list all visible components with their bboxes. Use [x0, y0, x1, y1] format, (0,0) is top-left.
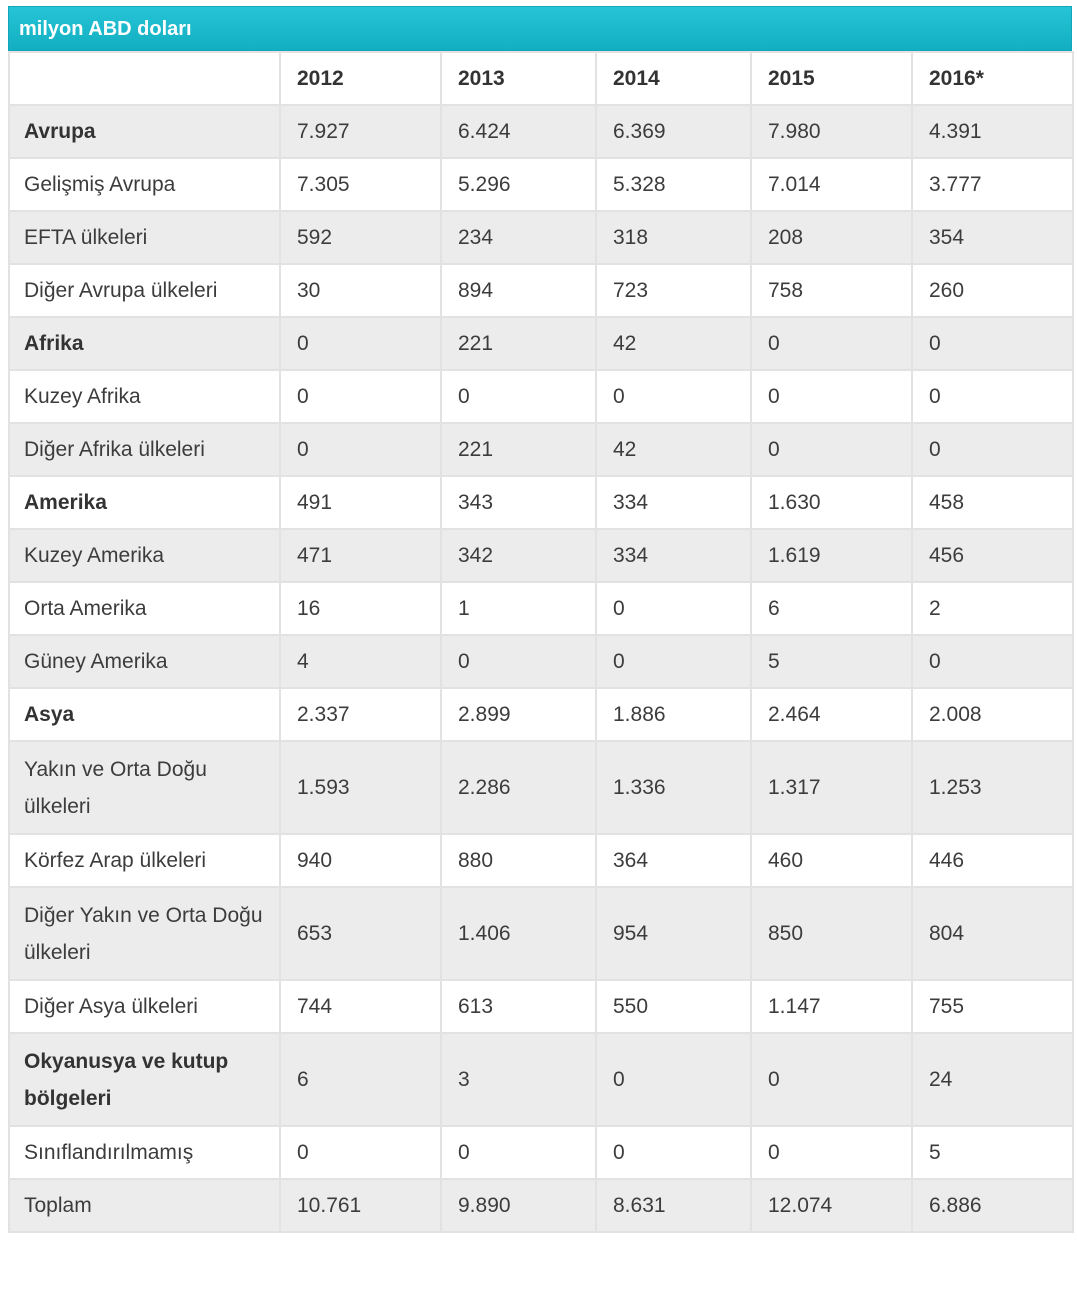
table-cell: 1.406 — [441, 887, 596, 980]
table-cell: 5.296 — [441, 158, 596, 211]
table-cell: 6 — [280, 1033, 441, 1126]
table-cell: 0 — [751, 370, 912, 423]
row-label: Asya — [9, 688, 280, 741]
header-cell-year: 2014 — [596, 52, 751, 105]
table-cell: 550 — [596, 980, 751, 1033]
table-row — [9, 635, 1073, 688]
table-cell: 0 — [596, 1126, 751, 1179]
table-cell: 0 — [596, 1033, 751, 1126]
table-cell: 7.305 — [280, 158, 441, 211]
table-row — [9, 158, 1073, 211]
table-cell: 1.886 — [596, 688, 751, 741]
table-row — [9, 476, 1073, 529]
header-cell-year: 2012 — [280, 52, 441, 105]
table-cell: 2 — [912, 582, 1073, 635]
table-cell: 653 — [280, 887, 441, 980]
table-cell: 1 — [441, 582, 596, 635]
row-label: Güney Amerika — [9, 635, 280, 688]
table-row — [9, 211, 1073, 264]
table-cell: 0 — [912, 423, 1073, 476]
table-row — [9, 980, 1073, 1033]
table-row — [9, 582, 1073, 635]
row-label: EFTA ülkeleri — [9, 211, 280, 264]
table-cell: 7.980 — [751, 105, 912, 158]
table-cell: 30 — [280, 264, 441, 317]
table-cell: 2.899 — [441, 688, 596, 741]
data-table-container — [8, 6, 1072, 1233]
table-cell: 0 — [441, 370, 596, 423]
table-row — [9, 1033, 1073, 1126]
row-label: Amerika — [9, 476, 280, 529]
table-row — [9, 1179, 1073, 1232]
table-cell: 6.886 — [912, 1179, 1073, 1232]
table-cell: 208 — [751, 211, 912, 264]
table-cell: 592 — [280, 211, 441, 264]
table-cell: 7.927 — [280, 105, 441, 158]
table-cell: 723 — [596, 264, 751, 317]
table-cell: 0 — [912, 370, 1073, 423]
table-cell: 7.014 — [751, 158, 912, 211]
table-cell: 12.074 — [751, 1179, 912, 1232]
table-cell: 354 — [912, 211, 1073, 264]
table-cell: 0 — [280, 1126, 441, 1179]
table-cell: 343 — [441, 476, 596, 529]
table-cell: 1.619 — [751, 529, 912, 582]
table-cell: 0 — [596, 635, 751, 688]
table-cell: 2.008 — [912, 688, 1073, 741]
table-cell: 1.253 — [912, 741, 1073, 834]
table-cell: 0 — [596, 582, 751, 635]
table-row — [9, 741, 1073, 834]
table-cell: 880 — [441, 834, 596, 887]
row-label: Kuzey Afrika — [9, 370, 280, 423]
table-cell: 364 — [596, 834, 751, 887]
table-row — [9, 834, 1073, 887]
table-cell: 8.631 — [596, 1179, 751, 1232]
table-cell: 0 — [280, 423, 441, 476]
table-cell: 5 — [912, 1126, 1073, 1179]
table-cell: 2.337 — [280, 688, 441, 741]
table-cell: 0 — [912, 635, 1073, 688]
table-cell: 2.464 — [751, 688, 912, 741]
table-cell: 4 — [280, 635, 441, 688]
table-cell: 16 — [280, 582, 441, 635]
table-row — [9, 317, 1073, 370]
table-cell: 5.328 — [596, 158, 751, 211]
table-cell: 446 — [912, 834, 1073, 887]
header-cell-year: 2013 — [441, 52, 596, 105]
table-cell: 471 — [280, 529, 441, 582]
table-cell: 940 — [280, 834, 441, 887]
table-cell: 6.369 — [596, 105, 751, 158]
row-label: Afrika — [9, 317, 280, 370]
table-cell: 10.761 — [280, 1179, 441, 1232]
table-cell: 613 — [441, 980, 596, 1033]
table-cell: 0 — [596, 370, 751, 423]
table-cell: 42 — [596, 423, 751, 476]
row-label: Orta Amerika — [9, 582, 280, 635]
table-cell: 0 — [441, 635, 596, 688]
header-row — [9, 52, 1073, 105]
row-label: Diğer Asya ülkeleri — [9, 980, 280, 1033]
row-label: Diğer Yakın ve Orta Doğu ülkeleri — [9, 887, 280, 980]
table-row — [9, 264, 1073, 317]
table-row — [9, 1126, 1073, 1179]
table-cell: 42 — [596, 317, 751, 370]
table-cell: 318 — [596, 211, 751, 264]
row-label: Diğer Avrupa ülkeleri — [9, 264, 280, 317]
table-cell: 221 — [441, 423, 596, 476]
data-table — [8, 51, 1074, 1233]
table-row — [9, 370, 1073, 423]
table-cell: 1.630 — [751, 476, 912, 529]
table-cell: 6.424 — [441, 105, 596, 158]
table-caption: milyon ABD doları — [8, 6, 1072, 51]
table-row — [9, 887, 1073, 980]
table-cell: 24 — [912, 1033, 1073, 1126]
table-body — [9, 105, 1073, 1232]
row-label: Sınıflandırılmamış — [9, 1126, 280, 1179]
table-cell: 5 — [751, 635, 912, 688]
table-cell: 342 — [441, 529, 596, 582]
table-cell: 9.890 — [441, 1179, 596, 1232]
table-cell: 0 — [441, 1126, 596, 1179]
table-cell: 1.593 — [280, 741, 441, 834]
table-row — [9, 529, 1073, 582]
header-cell-year: 2016* — [912, 52, 1073, 105]
table-cell: 4.391 — [912, 105, 1073, 158]
table-cell: 1.336 — [596, 741, 751, 834]
table-cell: 460 — [751, 834, 912, 887]
header-cell-empty — [9, 52, 280, 105]
table-cell: 0 — [280, 370, 441, 423]
table-cell: 758 — [751, 264, 912, 317]
table-cell: 1.317 — [751, 741, 912, 834]
table-cell: 0 — [751, 317, 912, 370]
table-cell: 1.147 — [751, 980, 912, 1033]
table-cell: 6 — [751, 582, 912, 635]
table-cell: 334 — [596, 476, 751, 529]
table-row — [9, 105, 1073, 158]
table-cell: 0 — [751, 1033, 912, 1126]
header-cell-year: 2015 — [751, 52, 912, 105]
table-cell: 0 — [751, 423, 912, 476]
row-label: Kuzey Amerika — [9, 529, 280, 582]
table-cell: 456 — [912, 529, 1073, 582]
table-cell: 3.777 — [912, 158, 1073, 211]
table-cell: 0 — [912, 317, 1073, 370]
table-cell: 894 — [441, 264, 596, 317]
row-label: Avrupa — [9, 105, 280, 158]
table-cell: 0 — [280, 317, 441, 370]
table-cell: 755 — [912, 980, 1073, 1033]
table-cell: 804 — [912, 887, 1073, 980]
table-cell: 850 — [751, 887, 912, 980]
table-cell: 2.286 — [441, 741, 596, 834]
table-cell: 3 — [441, 1033, 596, 1126]
table-cell: 744 — [280, 980, 441, 1033]
row-label: Yakın ve Orta Doğu ülkeleri — [9, 741, 280, 834]
table-cell: 0 — [751, 1126, 912, 1179]
table-cell: 234 — [441, 211, 596, 264]
table-cell: 334 — [596, 529, 751, 582]
row-label: Okyanusya ve kutup bölgeleri — [9, 1033, 280, 1126]
row-label: Körfez Arap ülkeleri — [9, 834, 280, 887]
row-label: Toplam — [9, 1179, 280, 1232]
table-cell: 491 — [280, 476, 441, 529]
table-row — [9, 688, 1073, 741]
table-cell: 458 — [912, 476, 1073, 529]
table-cell: 260 — [912, 264, 1073, 317]
table-row — [9, 423, 1073, 476]
row-label: Gelişmiş Avrupa — [9, 158, 280, 211]
table-cell: 954 — [596, 887, 751, 980]
row-label: Diğer Afrika ülkeleri — [9, 423, 280, 476]
table-cell: 221 — [441, 317, 596, 370]
